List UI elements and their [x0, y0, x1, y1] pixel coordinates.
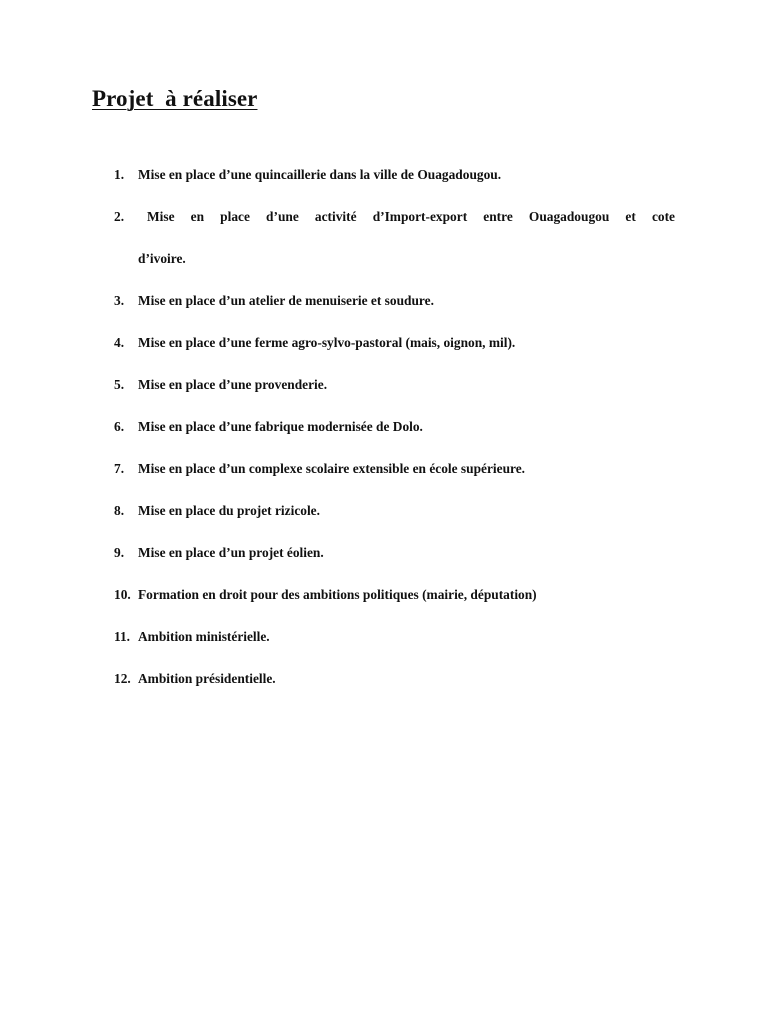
word: d’Import-export: [372, 209, 468, 224]
word: et: [625, 209, 636, 224]
word: cote: [651, 209, 675, 224]
list-item-text: Mise en place d’un projet éolien.: [138, 545, 324, 560]
word: place: [220, 209, 250, 224]
list-item: [114, 461, 675, 477]
list-item-number: 7.: [114, 461, 125, 476]
list-item-number: 1.: [114, 167, 125, 182]
word: Ouagadougou: [528, 209, 610, 224]
list-item-number: 6.: [114, 419, 125, 434]
list-item-text: Ambition présidentielle.: [138, 671, 276, 686]
list-item: [114, 167, 675, 183]
list-item-number: 5.: [114, 377, 125, 392]
list-item: [114, 419, 675, 435]
list-item: [114, 377, 675, 393]
word: entre: [483, 209, 513, 224]
list-item-text: Mise en place d’une provenderie.: [138, 377, 328, 392]
list-item: [114, 209, 675, 267]
list-item-text: Mise en place du projet rizicole.: [138, 503, 320, 518]
word: Mise: [147, 209, 175, 224]
list-item-number: 8.: [114, 503, 125, 518]
list-item: [114, 629, 675, 645]
list-item-number: 11.: [114, 629, 130, 644]
word: d’une: [266, 209, 299, 224]
list-item-text: Mise en place d’une fabrique modernisée de Dolo.: [138, 419, 423, 434]
list-item-number: 2.: [114, 209, 125, 224]
list-item: [114, 545, 675, 561]
list-item-number: 12.: [114, 671, 131, 686]
document-title: Projet à réaliser: [92, 86, 258, 111]
list-item-number: 4.: [114, 335, 125, 350]
list-item: [114, 293, 675, 309]
list-item-text: Ambition ministérielle.: [138, 629, 270, 644]
list-item: [114, 503, 675, 519]
list-item-text: Mise en place d’un atelier de menuiserie et soudure.: [138, 293, 434, 308]
list-item-text: Formation en droit pour des ambitions politiques (mairie, députation): [138, 587, 537, 602]
list-item-number: 3.: [114, 293, 125, 308]
list-item-number: 10.: [114, 587, 131, 602]
list-item-text: Mise en place d’un complexe scolaire extensible en école supérieure.: [138, 461, 526, 476]
list-item-text: Mise en place d’une quincaillerie dans la ville de Ouagadougou.: [138, 167, 502, 182]
list-item: [114, 587, 675, 603]
word: en: [190, 209, 205, 224]
list-item-text: Mise en place d’une ferme agro-sylvo-pastoral (mais, oignon, mil).: [138, 335, 516, 350]
list-item-text-line2: d’ivoire.: [138, 251, 186, 266]
list-item-text-line1: [147, 209, 675, 225]
word: activité: [314, 209, 357, 224]
list-item: [114, 335, 675, 351]
list-item: [114, 671, 675, 687]
list-item-number: 9.: [114, 545, 125, 560]
